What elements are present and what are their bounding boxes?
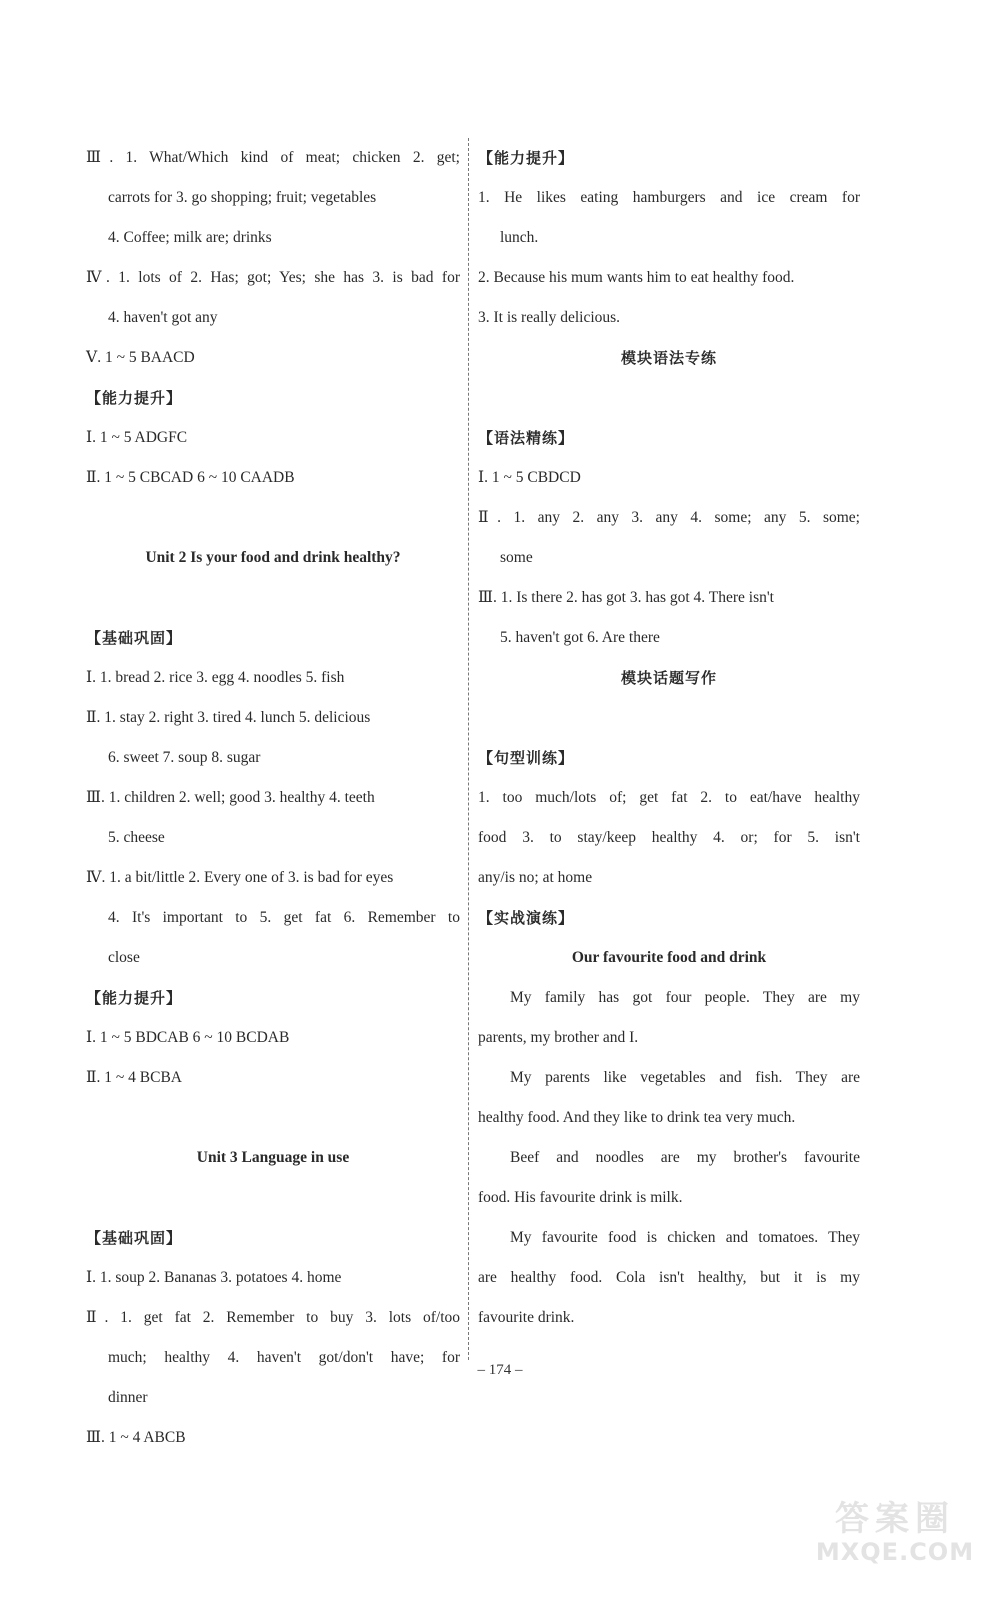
answer-line: dinner <box>108 1389 148 1406</box>
left-column <box>86 138 460 1458</box>
watermark-title: 答案圈 <box>835 1499 955 1539</box>
essay-paragraph-start: My favourite food is chicken and tomatoes. They <box>510 1229 860 1246</box>
spacer <box>86 1178 460 1218</box>
section-heading: 【基础巩固】 <box>86 629 183 647</box>
answer-line: 3. It is really delicious. <box>478 309 621 326</box>
section-heading: 【能力提升】 <box>478 149 575 167</box>
answer-line: Ⅰ. 1 ~ 5 BDCAB 6 ~ 10 BCDAB <box>86 1029 290 1046</box>
answer-line: Ⅱ. 1. stay 2. right 3. tired 4. lunch 5. delicious <box>86 709 371 726</box>
unit-title: 模块语法专练 <box>620 349 717 367</box>
page-number: – 174 – <box>477 1362 523 1378</box>
answer-line: Ⅱ. 1. any 2. any 3. any 4. some; any 5. some; <box>478 509 860 526</box>
spacer <box>86 578 460 618</box>
answer-line: 2. Because his mum wants him to eat healthy food. <box>478 269 795 286</box>
unit-title: 模块话题写作 <box>620 669 717 687</box>
spacer <box>478 378 860 418</box>
unit-title: Unit 2 Is your food and drink healthy? <box>145 549 401 566</box>
answer-line: Ⅰ. 1. bread 2. rice 3. egg 4. noodles 5. fish <box>86 669 345 686</box>
answer-line: Ⅲ. 1. Is there 2. has got 3. has got 4. There isn't <box>478 589 774 606</box>
section-heading: 【句型训练】 <box>478 749 575 767</box>
answer-line: Ⅳ. 1. lots of 2. Has; got; Yes; she has 3. is bad for <box>86 269 460 286</box>
answer-line: 6. sweet 7. soup 8. sugar <box>108 749 261 766</box>
answer-line: Ⅰ. 1 ~ 5 ADGFC <box>86 429 188 446</box>
answer-line: close <box>108 949 140 966</box>
answer-line: are healthy food. Cola isn't healthy, but it is my <box>478 1269 860 1286</box>
section-heading: 【能力提升】 <box>86 989 183 1007</box>
answer-line: 4. Coffee; milk are; drinks <box>108 229 272 246</box>
answer-line: carrots for 3. go shopping; fruit; vegetables <box>108 189 377 206</box>
spacer <box>86 1098 460 1138</box>
essay-paragraph-start: Beef and noodles are my brother's favourite <box>510 1149 860 1166</box>
answer-line: lunch. <box>500 229 539 246</box>
essay-paragraph-start: My family has got four people. They are my <box>510 989 860 1006</box>
answer-line: 5. haven't got 6. Are there <box>500 629 660 646</box>
watermark-logo <box>810 1500 980 1572</box>
answer-line: 4. It's important to 5. get fat 6. Remember to <box>108 909 460 926</box>
answer-line: 5. cheese <box>108 829 165 846</box>
section-heading: 【语法精练】 <box>478 429 575 447</box>
spacer <box>86 498 460 538</box>
answer-line: 1. too much/lots of; get fat 2. to eat/have healthy <box>478 789 860 806</box>
section-heading: 【基础巩固】 <box>86 1229 183 1247</box>
column-divider <box>468 138 469 1360</box>
answer-line: any/is no; at home <box>478 869 593 886</box>
answer-line: 4. haven't got any <box>108 309 218 326</box>
answer-line: Ⅲ. 1. What/Which kind of meat; chicken 2. get; <box>86 149 460 166</box>
answer-line: favourite drink. <box>478 1309 575 1326</box>
answer-line: Ⅱ. 1 ~ 5 CBCAD 6 ~ 10 CAADB <box>86 469 295 486</box>
answer-line: Ⅲ. 1 ~ 4 ABCB <box>86 1429 186 1446</box>
answer-line: 1. He likes eating hamburgers and ice cream for <box>478 189 860 206</box>
unit-title: Unit 3 Language in use <box>196 1149 350 1166</box>
section-heading: 【实战演练】 <box>478 909 575 927</box>
answer-line: healthy food. And they like to drink tea very much. <box>478 1109 796 1126</box>
answer-line: food 3. to stay/keep healthy 4. or; for 5. isn't <box>478 829 860 846</box>
answer-line: Ⅰ. 1 ~ 5 CBDCD <box>478 469 581 486</box>
answer-line: Ⅱ. 1. get fat 2. Remember to buy 3. lots of/too <box>86 1309 460 1326</box>
answer-line: Ⅴ. 1 ~ 5 BAACD <box>86 349 195 366</box>
answer-line: parents, my brother and I. <box>478 1029 639 1046</box>
watermark-url: MXQE.COM <box>815 1538 975 1566</box>
answer-line: Ⅲ. 1. children 2. well; good 3. healthy 4. teeth <box>86 789 375 806</box>
answer-line: some <box>500 549 533 566</box>
answer-line: Ⅰ. 1. soup 2. Bananas 3. potatoes 4. home <box>86 1269 342 1286</box>
essay-paragraph-start: My parents like vegetables and fish. They are <box>510 1069 860 1086</box>
answer-line: Ⅳ. 1. a bit/little 2. Every one of 3. is bad for eyes <box>86 869 394 886</box>
right-column <box>478 138 860 1338</box>
answer-line: Ⅱ. 1 ~ 4 BCBA <box>86 1069 183 1086</box>
unit-title: Our favourite food and drink <box>571 949 767 966</box>
section-heading: 【能力提升】 <box>86 389 183 407</box>
answer-line: much; healthy 4. haven't got/don't have; for <box>108 1349 460 1366</box>
answer-line: food. His favourite drink is milk. <box>478 1189 683 1206</box>
spacer <box>478 698 860 738</box>
